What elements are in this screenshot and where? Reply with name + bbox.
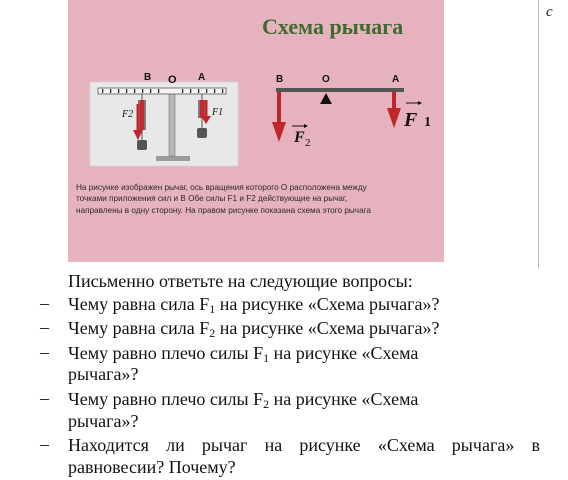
slide-caption [76, 182, 428, 216]
schematic-label-f1-sub: 1 [424, 115, 431, 130]
photo-label-b: B [144, 72, 152, 83]
schematic-label-o: O [322, 74, 330, 85]
schematic-label-f2: F [294, 129, 305, 146]
lever-schematic [272, 88, 404, 142]
schematic-label-f2-sub: 2 [305, 137, 311, 149]
question-item-continuation: рычага»? [68, 364, 139, 384]
question-item: Чему равно плечо силы $F_2$ на рисунке «Схема [68, 389, 419, 411]
caption-line: На рисунке изображен рычаг, ось вращения которого О расположена между [76, 183, 367, 192]
photo-label-o: O [168, 74, 177, 86]
questions-intro: Письменно ответьте на следующие вопросы: [68, 271, 413, 291]
question-item: Чему равна сила $F_1$ на рисунке «Схема рычага»? [68, 294, 440, 316]
schematic-label-b: B [276, 74, 284, 85]
caption-line: точками приложения сил и В Обе силы F1 и F2 действующие на рычаг, [76, 194, 348, 204]
question-item: Чему равно плечо силы $F_1$ на рисунке «Схема [68, 343, 419, 365]
bullet-dash: – [40, 317, 49, 337]
lever-photo [90, 82, 238, 166]
photo-label-f1: F1 [212, 107, 224, 118]
bullet-dash: – [40, 388, 49, 408]
schematic-label-a: A [392, 74, 400, 85]
schematic-label-f1: F [404, 109, 418, 131]
question-item-continuation: рычага»? [68, 411, 139, 431]
bullet-dash: – [40, 293, 49, 313]
slide-title: Схема рычага [262, 14, 404, 39]
bullet-dash: – [40, 434, 49, 454]
page-divider [538, 0, 539, 268]
schematic-f2-vector [292, 124, 308, 128]
caption-line: направлены в одну сторону. На правом рисунке показана схема этого рычага [76, 205, 371, 215]
photo-label-a: A [198, 72, 206, 83]
schematic-f1-vector [406, 101, 422, 105]
question-item: Чему равна сила $F_2$ на рисунке «Схема рычага»? [68, 318, 440, 340]
photo-label-f2: F2 [122, 109, 134, 120]
bullet-dash: – [40, 342, 49, 362]
question-item: Находится ли рычаг на рисунке «Схема рычага» в [68, 435, 540, 455]
question-item-continuation: равновесии? Почему? [68, 457, 236, 477]
corner-letter: с [546, 4, 553, 20]
